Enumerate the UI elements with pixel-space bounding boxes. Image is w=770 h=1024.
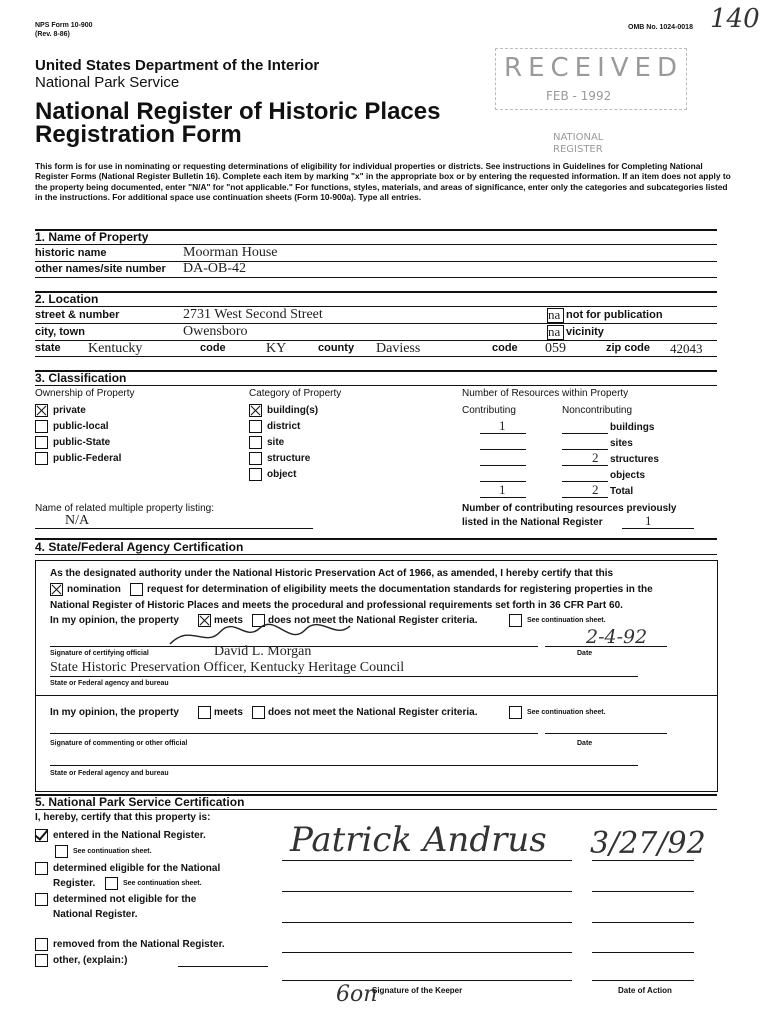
action-date-value[interactable]: 3/27/92 bbox=[590, 826, 706, 861]
section4-heading: 4. State/Federal Agency Certification bbox=[35, 540, 244, 554]
zip-value[interactable]: 42043 bbox=[670, 341, 703, 356]
agency2-label: State or Federal agency and bureau bbox=[50, 770, 169, 777]
category-district-label: district bbox=[267, 421, 301, 432]
stamp-date: FEB - 1992 bbox=[546, 89, 612, 103]
category-object-checkbox[interactable] bbox=[249, 468, 262, 481]
nomination-label: nomination bbox=[67, 584, 121, 595]
city-value[interactable]: Owensboro bbox=[183, 324, 248, 339]
instructions-paragraph: This form is for use in nominating or requesting determinations of eligibility for individual properties or districts. See instructions in Guidelines for Completing National Register Forms (National Register Bulletin 16). Complete each item by marking "x" in the appropriate box or by entering the requested information. If an item does not apply to the property being documented, enter "N/A" for "not applicable." For functions, styles, materials, and areas of significance, enter only the categories and subcategories listed in the instructions. For additional space use continuation sheets (Form 10-900a). Type all entries. bbox=[35, 161, 731, 203]
keeper-signature-label: Signature of the Keeper bbox=[372, 986, 463, 995]
stamp-received-text: RECEIVED bbox=[504, 53, 683, 83]
see-continuation-label-3: See continuation sheet. bbox=[73, 848, 152, 855]
na-vicinity[interactable]: na bbox=[548, 324, 561, 339]
ownership-public-federal-label: public-Federal bbox=[53, 453, 122, 464]
determined-eligible-line2: Register. bbox=[53, 878, 96, 889]
meets2-label: meets bbox=[214, 707, 243, 718]
county-code-label: code bbox=[492, 342, 518, 354]
category-object-label: object bbox=[267, 469, 297, 480]
other-checkbox[interactable] bbox=[35, 954, 48, 967]
resources-heading: Number of Resources within Property bbox=[462, 388, 629, 399]
ownership-private-checkbox[interactable] bbox=[35, 404, 48, 417]
certification-line1: As the designated authority under the National Historic Preservation Act of 1966, as amended, I hereby certify that this bbox=[50, 568, 614, 579]
multiple-listing-label: Name of related multiple property listing: bbox=[35, 503, 214, 514]
agency-label: State or Federal agency and bureau bbox=[50, 680, 169, 687]
entered-checkbox[interactable] bbox=[35, 829, 48, 842]
total-label: Total bbox=[610, 486, 634, 497]
meets-label: meets bbox=[214, 615, 243, 626]
section3-heading: 3. Classification bbox=[35, 371, 127, 385]
previously-listed-line1: Number of contributing resources previously bbox=[462, 503, 677, 514]
sites-label: sites bbox=[610, 438, 633, 449]
category-heading: Category of Property bbox=[249, 388, 342, 399]
category-structure-label: structure bbox=[267, 453, 311, 464]
form-title-line2: Registration Form bbox=[35, 121, 242, 148]
buildings-label: buildings bbox=[610, 422, 655, 433]
certification-line3: National Register of Historic Places and meets the procedural and professional requirements set forth in 36 CFR Part 60. bbox=[50, 600, 623, 611]
na-publication[interactable]: na bbox=[548, 307, 561, 322]
handwritten-number: 140 bbox=[710, 4, 760, 34]
commenting-date-label: Date bbox=[577, 740, 593, 747]
total-contributing[interactable]: 1 bbox=[499, 482, 506, 497]
section5-heading: 5. National Park Service Certification bbox=[35, 795, 245, 809]
other-names-label: other names/site number bbox=[35, 263, 166, 275]
keeper-signature[interactable]: Patrick Andrus bbox=[290, 820, 547, 860]
form-revision: (Rev. 8-86) bbox=[35, 31, 70, 38]
stamp-national: NATIONAL bbox=[553, 132, 604, 143]
historic-name-label: historic name bbox=[35, 247, 107, 259]
state-label: state bbox=[35, 342, 61, 354]
meets2-checkbox[interactable] bbox=[198, 706, 211, 719]
section2-heading: 2. Location bbox=[35, 292, 99, 306]
historic-name-value[interactable]: Moorman House bbox=[183, 245, 278, 260]
state-value[interactable]: Kentucky bbox=[88, 341, 143, 356]
ownership-public-state-label: public-State bbox=[53, 437, 111, 448]
determined-eligible-line1: determined eligible for the National bbox=[53, 863, 221, 874]
form-title-line1: National Register of Historic Places bbox=[35, 98, 441, 125]
other-names-value[interactable]: DA-OB-42 bbox=[183, 261, 246, 276]
see-continuation-label-4: See continuation sheet. bbox=[123, 880, 202, 887]
state-code-value[interactable]: KY bbox=[266, 341, 287, 356]
ownership-public-local-label: public-local bbox=[53, 421, 109, 432]
ownership-public-local-checkbox[interactable] bbox=[35, 420, 48, 433]
see-continuation-checkbox-4[interactable] bbox=[105, 877, 118, 890]
determined-eligible-checkbox[interactable] bbox=[35, 862, 48, 875]
contributing-heading: Contributing bbox=[462, 405, 516, 416]
entered-label: entered in the National Register. bbox=[53, 830, 206, 841]
category-buildings-checkbox[interactable] bbox=[249, 404, 262, 417]
county-code-value[interactable]: 059 bbox=[545, 341, 566, 356]
does-not-meet2-checkbox[interactable] bbox=[252, 706, 265, 719]
total-noncontributing[interactable]: 2 bbox=[592, 482, 599, 497]
certify-statement: I, hereby, certify that this property is: bbox=[35, 812, 211, 823]
ownership-public-federal-checkbox[interactable] bbox=[35, 452, 48, 465]
see-continuation-label-2: See continuation sheet. bbox=[527, 709, 606, 716]
structures-noncontributing[interactable]: 2 bbox=[592, 450, 599, 465]
commenting-signature-label: Signature of commenting or other official bbox=[50, 740, 188, 747]
certification-date-value[interactable]: 2-4-92 bbox=[586, 626, 648, 648]
objects-label: objects bbox=[610, 470, 646, 481]
county-label: county bbox=[318, 342, 355, 354]
determined-not-eligible-line1: determined not eligible for the bbox=[53, 894, 197, 905]
stamp-register: REGISTER bbox=[553, 144, 603, 155]
category-district-checkbox[interactable] bbox=[249, 420, 262, 433]
state-code-label: code bbox=[200, 342, 226, 354]
see-continuation-checkbox-3[interactable] bbox=[55, 845, 68, 858]
zip-label: zip code bbox=[606, 342, 651, 354]
category-site-label: site bbox=[267, 437, 285, 448]
certification-date-label: Date bbox=[577, 650, 593, 657]
noncontributing-heading: Noncontributing bbox=[562, 405, 633, 416]
omb-number: OMB No. 1024-0018 bbox=[628, 24, 693, 31]
see-continuation-checkbox-1[interactable] bbox=[509, 614, 522, 627]
buildings-contributing[interactable]: 1 bbox=[499, 418, 506, 433]
opinion-label: In my opinion, the property bbox=[50, 615, 179, 626]
certifying-signature-label: Signature of certifying official bbox=[50, 650, 149, 657]
ownership-heading: Ownership of Property bbox=[35, 388, 135, 399]
opinion2-label: In my opinion, the property bbox=[50, 707, 179, 718]
determined-not-eligible-line2: National Register. bbox=[53, 909, 138, 920]
request-determination-checkbox[interactable] bbox=[130, 583, 143, 596]
ownership-public-state-checkbox[interactable] bbox=[35, 436, 48, 449]
category-site-checkbox[interactable] bbox=[249, 436, 262, 449]
previously-listed-line2: listed in the National Register bbox=[462, 517, 603, 528]
form-number: NPS Form 10-900 bbox=[35, 22, 93, 29]
section1-heading: 1. Name of Property bbox=[35, 230, 149, 244]
other-label: other, (explain:) bbox=[53, 955, 128, 966]
category-structure-checkbox[interactable] bbox=[249, 452, 262, 465]
received-stamp bbox=[495, 48, 687, 110]
determined-not-eligible-checkbox[interactable] bbox=[35, 893, 48, 906]
county-value[interactable]: Daviess bbox=[376, 341, 421, 356]
ownership-private-label: private bbox=[53, 405, 86, 416]
multiple-listing-value[interactable]: N/A bbox=[65, 513, 90, 528]
keeper-initials: 6on bbox=[336, 982, 378, 1007]
certification-line2: request for determination of eligibility meets the documentation standards for registering properties in the bbox=[147, 584, 653, 595]
not-for-publication-label: not for publication bbox=[566, 309, 663, 321]
street-value[interactable]: 2731 West Second Street bbox=[183, 307, 323, 322]
city-label: city, town bbox=[35, 326, 85, 338]
department-name: United States Department of the Interior bbox=[35, 57, 320, 74]
previously-listed-value[interactable]: 1 bbox=[645, 513, 652, 528]
category-buildings-label: building(s) bbox=[267, 405, 319, 416]
removed-label: removed from the National Register. bbox=[53, 939, 225, 950]
street-label: street & number bbox=[35, 309, 120, 321]
see-continuation-checkbox-2[interactable] bbox=[509, 706, 522, 719]
nomination-checkbox[interactable] bbox=[50, 583, 63, 596]
agency-value[interactable]: State Historic Preservation Officer, Kentucky Heritage Council bbox=[50, 660, 405, 675]
service-name: National Park Service bbox=[35, 74, 180, 91]
see-continuation-label-1: See continuation sheet. bbox=[527, 617, 606, 624]
vicinity-label: vicinity bbox=[566, 326, 604, 338]
does-not-meet-label: does not meet the National Register criteria. bbox=[268, 615, 478, 626]
signer-name[interactable]: David L. Morgan bbox=[214, 644, 312, 659]
removed-checkbox[interactable] bbox=[35, 938, 48, 951]
structures-label: structures bbox=[610, 454, 659, 465]
action-date-label: Date of Action bbox=[618, 986, 672, 995]
does-not-meet2-label: does not meet the National Register criteria. bbox=[268, 707, 478, 718]
